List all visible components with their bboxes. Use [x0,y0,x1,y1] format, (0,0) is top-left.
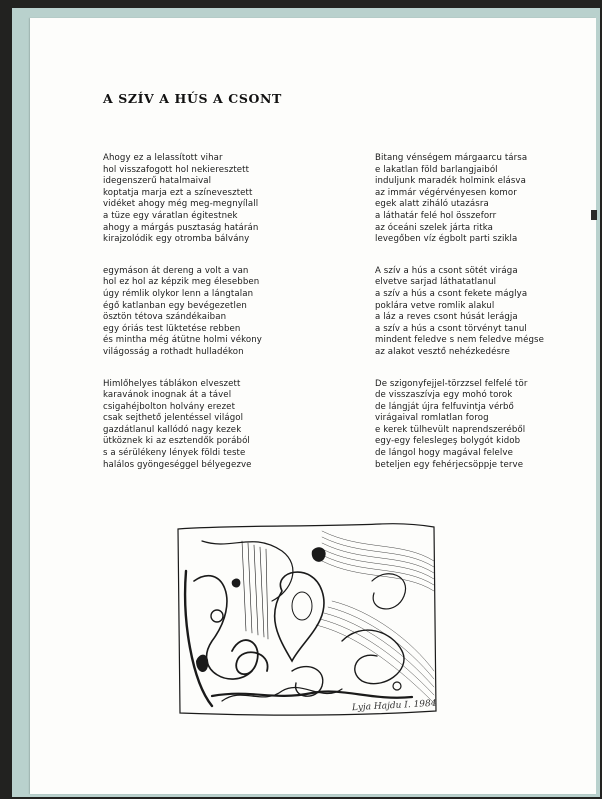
poem-line: koptatja marja ezt a színevesztett [103,187,253,198]
poem-line: virágaival romlatlan forog [375,413,489,424]
poem-line: de lángol hogy magával felelve [375,448,513,459]
poem-line: karavánok inognak át a tável [103,390,232,401]
poem-line: mindent feledve s nem feledve mégse [375,335,545,346]
right-stanza [375,266,575,359]
right-column [375,153,575,491]
poem-line: Himlőhelyes táblákon elveszett [103,378,241,389]
right-stanza [375,379,575,472]
poem-line: a szív a hús a csont törvényt tanul [375,323,527,334]
poem-line: e lakatlan föld barlangjaiból [375,164,498,175]
poem-title: A SZÍV A HÚS A CSONT [103,91,282,106]
poem-line: vidéket ahogy még meg-megnyílall [103,199,259,210]
poem-line: hol ez hol az képzik meg élesebben [103,277,260,288]
left-stanza [103,266,303,359]
poem-line: egek alatt ziháló utazásra [375,199,489,210]
page-edge-mark [591,210,597,220]
right-stanza [375,153,575,246]
poem-line: világosság a rothadt hulladékon [103,346,244,357]
poem-line: égő katlanban egy bevégezetlen [103,300,247,311]
poem-line: elvetve sarjad láthatatlanul [375,277,497,288]
poem-line: e kerek tülhevült naprendszeréből [375,424,526,435]
poem-line: A szív a hús a csont sötét virága [375,265,518,276]
poem-line: az immár végérvényesen komor [375,187,517,198]
poem-line: Ahogy ez a lelassított vihar [103,153,223,163]
poem-line: poklára vetve romlik alakul [375,300,495,311]
poem-line: egymáson át dereng a volt a van [103,265,249,276]
poem-line: levegőben víz égbolt parti szikla [375,234,518,245]
poem-line: induljunk maradék holmink elásva [375,176,526,187]
abstract-illustration [172,521,438,719]
poem-line: beteljen egy fehérjecsöppje terve [375,459,524,470]
poem-line: csak sejthető jelentéssel világol [103,413,244,424]
poem-line: és mintha még átütne holmi vékony [103,335,262,346]
left-stanza [103,379,303,472]
poem-line: ösztön tétova szándékaiban [103,312,227,323]
poem-line: a tüze egy váratlan égitestnek [103,210,238,221]
poem-line: halálos gyöngeséggel bélyegezve [103,459,252,470]
poem-line: ahogy a márgás pusztaság határán [103,222,259,233]
poem-line: a szív a hús a csont fekete máglya [375,288,528,299]
poem-line: hol visszafogott hol nekieresztett [103,164,250,175]
poem-line: ütköznek ki az esztendők porából [103,436,250,447]
poem-line: úgy rémlik olykor lenn a lángtalan [103,288,254,299]
poem-line: a láz a reves csont húsát lerágja [375,312,518,323]
left-stanza [103,153,303,246]
poem-line: s a sérülékeny lények földi teste [103,448,246,459]
poem-line: de visszaszívja egy mohó torok [375,390,513,401]
illustration-border [178,524,436,715]
poem-line: egy-egy feleslegeş bolygót kidob [375,436,521,447]
poem-line: a láthatár felé hol összeforr [375,210,497,221]
poem-line: csigahéjbolton holvány erezet [103,401,236,412]
poem-line: gazdátlanul kallódó nagy kezek [103,424,242,435]
poem-line: egy óriás test lüktetése rebben [103,323,241,334]
left-column [103,153,303,491]
poem-line: de lángját újra felfuvintja vérbő [375,401,514,412]
poem-line: idegenszerű hatalmaival [103,176,212,187]
poem-line: De szigonyfejjel-törzzsel felfelé tör [375,378,528,389]
artist-signature: Lyja Hajdu I. 1984 [351,698,437,714]
poem-line: az óceáni szelek járta ritka [375,222,494,233]
poem-line: az alakot vesztő nehézkedésre [375,346,510,357]
poem-line: Bitang vénségem márgaarcu társa [375,153,528,163]
poem-line: kirajzolódik egy otromba bálvány [103,234,250,245]
